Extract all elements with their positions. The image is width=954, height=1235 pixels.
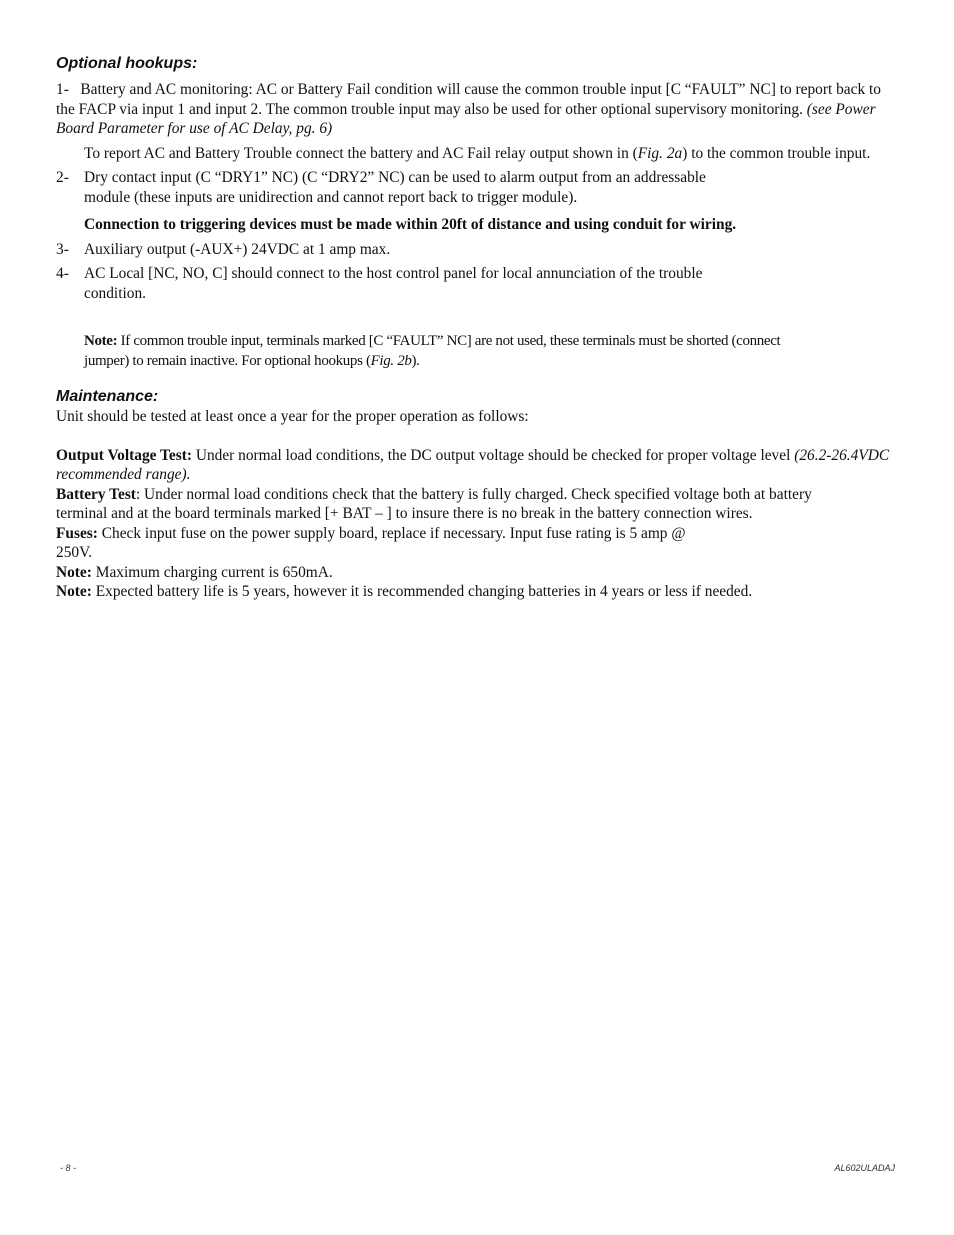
item-1-reference: (see Power Board Parameter for use of AC Delay, pg. 6): [56, 100, 876, 137]
maintenance-intro: Unit should be tested at least once a year for the proper operation as follows:: [56, 408, 529, 425]
item-1-trouble-instructions: [56, 144, 900, 164]
item-3-text: Auxiliary output (-AUX+) 24VDC at 1 amp max.: [84, 240, 391, 258]
optional-hookups-heading: Optional hookups:: [56, 55, 198, 72]
page-number: - 8 -: [60, 1163, 77, 1173]
note-label: Note:: [56, 583, 92, 600]
optional-hookups-note: [56, 332, 784, 371]
voltage-range: (26.2-26.4VDC recommended range).: [56, 446, 890, 483]
maintenance-heading: Maintenance:: [56, 388, 159, 405]
item-2-number: 2-: [56, 169, 69, 186]
output-voltage-test: [56, 446, 900, 485]
note-text-end: ).: [411, 352, 420, 369]
document-id: AL602ULADAJ: [834, 1163, 895, 1173]
fuses-text: Check input fuse on the power supply board, replace if necessary. Input fuse rating is 5 amp @ 250V.: [56, 524, 686, 561]
item-1-number: 1-: [56, 81, 69, 98]
charging-current-text: Maximum charging current is 650mA.: [91, 563, 333, 581]
item-1b-text-end: ) to the common trouble input.: [682, 144, 871, 162]
wiring-warning: [56, 215, 900, 235]
battery-life-text: Expected battery life is 5 years, however it is recommended changing batteries in 4 years or less if needed.: [91, 583, 753, 600]
fuses: [56, 524, 716, 563]
battery-life-note: [56, 582, 900, 602]
charging-current-note: [56, 563, 900, 583]
document-page: [56, 54, 900, 602]
note-label: Note:: [84, 333, 118, 349]
item-4: [56, 264, 900, 303]
item-3-number: 3-: [56, 240, 69, 258]
item-3: [56, 240, 900, 260]
fig-2a-reference: Fig. 2a: [637, 144, 683, 162]
note-label: Note:: [56, 563, 92, 581]
item-4-text: AC Local [NC, NO, C] should connect to the host control panel for local annunciation of the trouble condition.: [84, 265, 703, 302]
item-2: [56, 168, 900, 207]
fig-2b-reference: Fig. 2b: [370, 352, 412, 369]
output-voltage-test-text: Under normal load conditions, the DC output voltage should be checked for proper voltage level: [191, 446, 795, 464]
fuses-label: Fuses:: [56, 524, 98, 542]
note-text: If common trouble input, terminals marked [C “FAULT” NC] are not used, these terminals must be shorted (connect jumper) to remain inactive. For optional hookups (: [84, 333, 781, 369]
battery-test-label: Battery Test: [56, 485, 136, 503]
wiring-warning-text: Connection to triggering devices must be made within 20ft of distance and using conduit for wiring.: [84, 216, 737, 233]
item-1-text: Battery and AC monitoring: AC or Battery Fail condition will cause the common trouble input [C “FAULT” NC] to report back to the FACP via input 1 and input 2. The common trouble input may also be used for other optional supervisory monitoring.: [56, 81, 881, 118]
battery-test-text: : Under normal load conditions check that the battery is fully charged. Check specified voltage both at battery terminal and at the board terminals marked [+ BAT – ] to insure there is no break in the battery connection wires.: [56, 485, 812, 522]
battery-test: [56, 485, 836, 524]
output-voltage-test-label: Output Voltage Test:: [56, 446, 192, 464]
item-1: [56, 80, 900, 139]
item-4-number: 4-: [56, 265, 69, 282]
item-1b-text: To report AC and Battery Trouble connect the battery and AC Fail relay output shown in (: [84, 144, 638, 162]
item-2-text: Dry contact input (C “DRY1” NC) (C “DRY2” NC) can be used to alarm output from an addressable module (these inputs are unidirection and cannot report back to trigger module).: [84, 169, 706, 206]
